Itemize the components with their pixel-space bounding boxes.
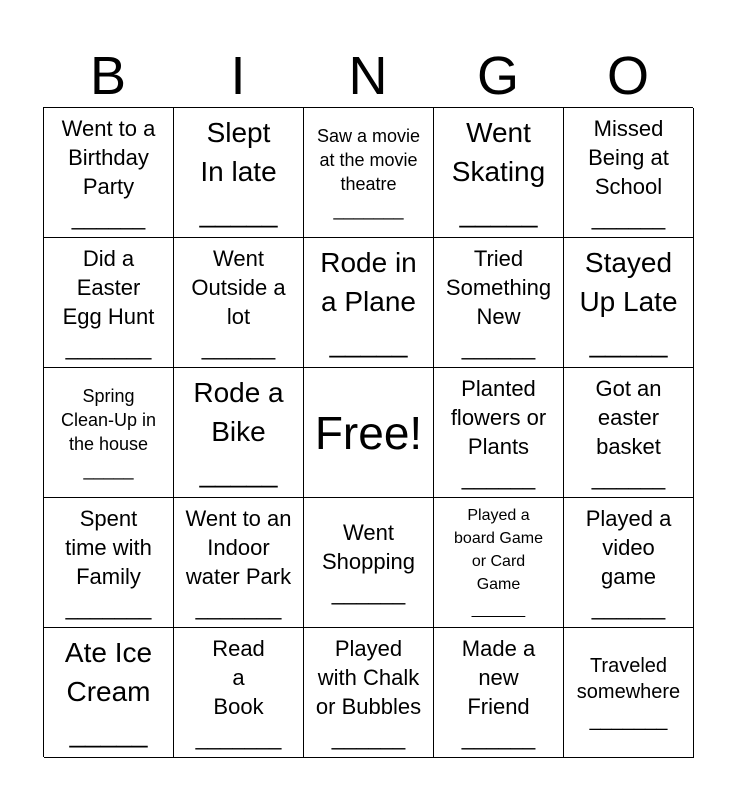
- write-in-line: _____: [199, 457, 278, 488]
- write-in-line: ______: [471, 601, 526, 618]
- write-in-line: _______: [195, 724, 282, 750]
- write-in-line: _______: [65, 334, 152, 360]
- bingo-header: [43, 44, 693, 108]
- write-in-line: _____: [329, 327, 408, 358]
- bingo-cell[interactable]: [564, 628, 694, 758]
- bingo-cell-text: Did a Easter Egg Hunt: [62, 245, 155, 329]
- bingo-cell[interactable]: [564, 108, 694, 238]
- bingo-cell-text: Rode a Bike: [193, 377, 284, 447]
- bingo-cell-text: Spring Clean-Up in the house: [60, 385, 157, 454]
- bingo-cell-text: Went Skating: [451, 117, 546, 187]
- bingo-cell-text: Went to a Birthday Party: [61, 115, 156, 199]
- free-space-cell[interactable]: [304, 368, 434, 498]
- bingo-cell-text: Played with Chalk or Bubbles: [315, 635, 422, 719]
- bingo-cell-text: Traveled somewhere: [576, 654, 681, 703]
- bingo-cell[interactable]: [174, 628, 304, 758]
- bingo-cell[interactable]: [304, 108, 434, 238]
- bingo-cell[interactable]: [434, 108, 564, 238]
- write-in-line: _____: [199, 197, 278, 228]
- bingo-cell[interactable]: [434, 368, 564, 498]
- bingo-cell-text: Tried Something New: [445, 245, 552, 329]
- header-letter-g: G: [476, 46, 519, 106]
- write-in-line: _______: [589, 708, 668, 731]
- header-letter-b: B: [89, 46, 127, 106]
- bingo-cell[interactable]: [304, 628, 434, 758]
- bingo-cell[interactable]: [174, 368, 304, 498]
- bingo-cell-text: Spent time with Family: [65, 505, 152, 589]
- bingo-cell[interactable]: [44, 498, 174, 628]
- header-letter-o: O: [606, 46, 649, 106]
- bingo-cell-text: Played a video game: [585, 505, 672, 589]
- write-in-line: ______: [591, 594, 666, 620]
- bingo-cell-text: Got an easter basket: [595, 375, 662, 459]
- write-in-line: _____: [69, 717, 148, 748]
- bingo-cell-text: Missed Being at School: [588, 115, 669, 199]
- bingo-cell[interactable]: [44, 368, 174, 498]
- bingo-cell-text: Read a Book: [212, 635, 265, 719]
- bingo-cell[interactable]: [434, 498, 564, 628]
- bingo-cell-text: Saw a movie at the movie theatre: [316, 125, 421, 194]
- bingo-cell-text: Made a new Friend: [461, 635, 536, 719]
- write-in-line: ______: [591, 464, 666, 490]
- bingo-cell-text: Stayed Up Late: [579, 247, 678, 317]
- bingo-cell-text: Slept In late: [200, 117, 277, 187]
- header-letter-i: I: [230, 46, 246, 106]
- write-in-line: ______: [591, 204, 666, 230]
- bingo-cell[interactable]: [434, 238, 564, 368]
- bingo-cell[interactable]: [564, 368, 694, 498]
- write-in-line: _______: [333, 199, 404, 220]
- bingo-cell-text: Went Shopping: [322, 520, 415, 574]
- free-space-label: Free!: [314, 406, 423, 459]
- write-in-line: _____: [459, 197, 538, 228]
- write-in-line: ______: [461, 334, 536, 360]
- bingo-cell-text: Went Outside a lot: [191, 245, 286, 329]
- bingo-cell-text: Played a board Game or Card Game: [454, 507, 543, 593]
- write-in-line: ______: [201, 334, 276, 360]
- write-in-line: ______: [461, 464, 536, 490]
- write-in-line: ______: [71, 204, 146, 230]
- bingo-cell[interactable]: [44, 238, 174, 368]
- bingo-cell[interactable]: [44, 108, 174, 238]
- bingo-cell-text: Ate Ice Cream: [64, 637, 153, 707]
- write-in-line: ______: [461, 724, 536, 750]
- write-in-line: _____: [589, 327, 668, 358]
- write-in-line: ______: [331, 580, 406, 605]
- bingo-cell-text: Went to an Indoor water Park: [185, 505, 292, 589]
- bingo-cell[interactable]: [44, 628, 174, 758]
- bingo-cell[interactable]: [304, 238, 434, 368]
- write-in-line: _____: [83, 459, 134, 480]
- bingo-cell[interactable]: [174, 238, 304, 368]
- write-in-line: _______: [65, 594, 152, 620]
- write-in-line: _______: [195, 594, 282, 620]
- bingo-cell[interactable]: [434, 628, 564, 758]
- header-letter-n: N: [348, 46, 388, 106]
- bingo-cell[interactable]: [174, 108, 304, 238]
- bingo-cell[interactable]: [304, 498, 434, 628]
- bingo-cell[interactable]: [564, 238, 694, 368]
- bingo-card-grid: [43, 107, 693, 757]
- bingo-cell-text: Rode in a Plane: [320, 247, 417, 317]
- write-in-line: ______: [331, 724, 406, 750]
- bingo-cell-text: Planted flowers or Plants: [450, 375, 547, 459]
- bingo-cell[interactable]: [564, 498, 694, 628]
- bingo-cell[interactable]: [174, 498, 304, 628]
